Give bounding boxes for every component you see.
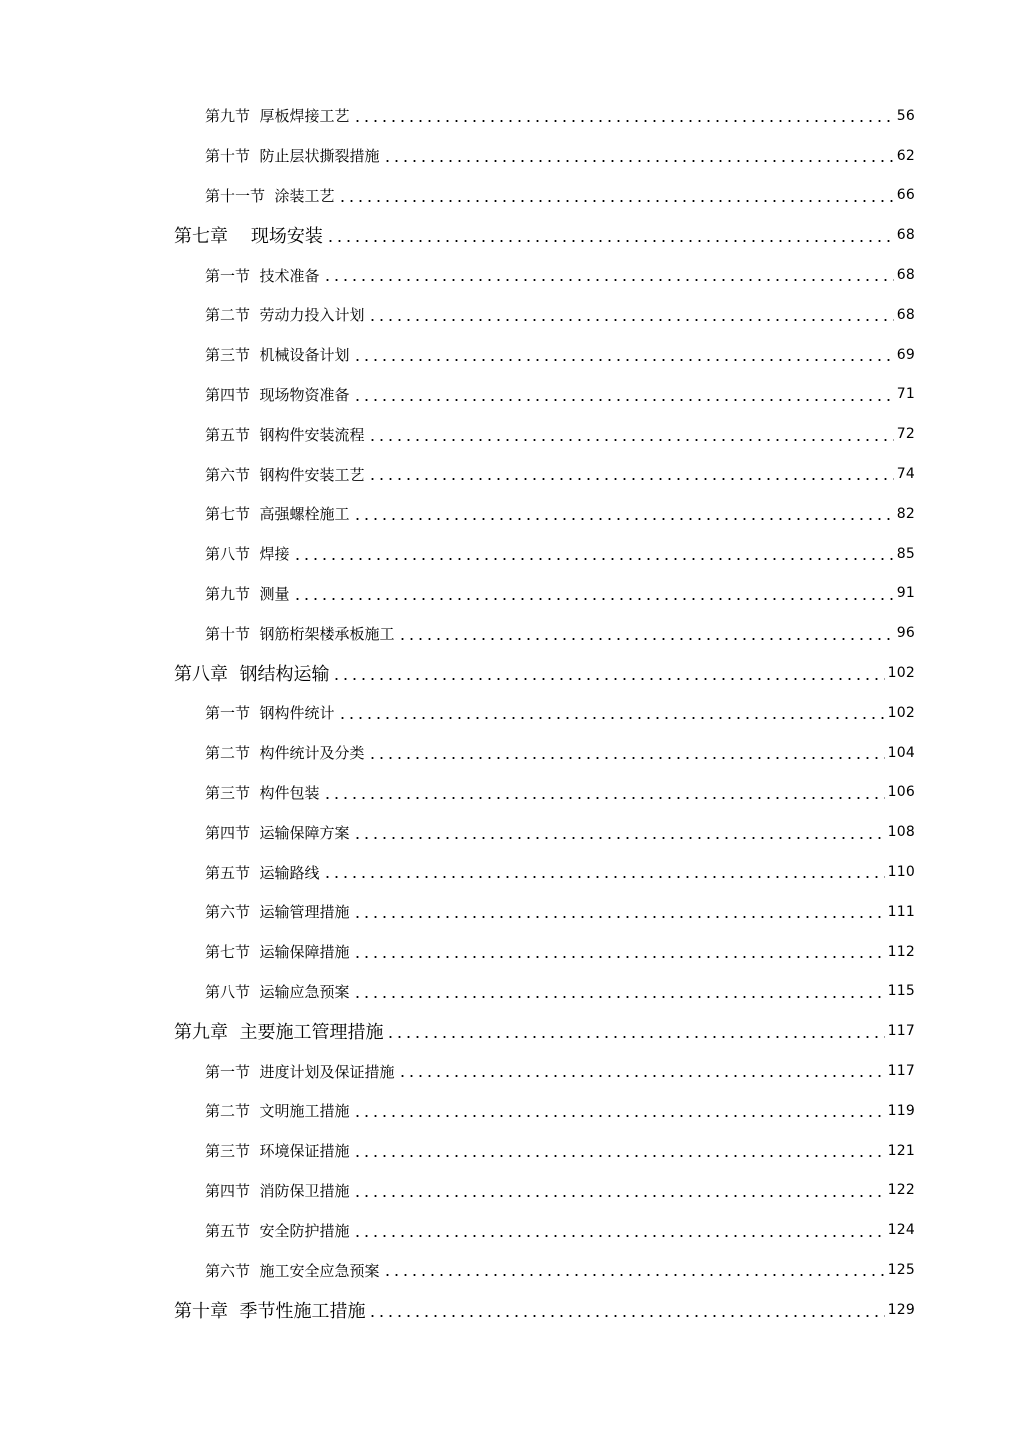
toc-chapter-title: 第八章 钢结构运输 (174, 664, 330, 686)
toc-entry[interactable] (0, 1210, 1012, 1250)
toc-chapter[interactable] (0, 1290, 1012, 1330)
toc-entry[interactable] (0, 613, 1012, 653)
dot-leader (353, 944, 885, 959)
dot-leader (353, 1223, 885, 1238)
toc-entry[interactable] (0, 335, 1012, 375)
toc-entry-page: 72 (896, 426, 915, 443)
table-of-contents (0, 96, 1012, 1330)
toc-entry-title: 第三节 机械设备计划 (205, 346, 350, 365)
toc-entry-title: 第二节 劳动力投入计划 (205, 306, 365, 325)
toc-entry[interactable] (0, 534, 1012, 574)
toc-entry-page: 117 (887, 1063, 915, 1080)
dot-leader (353, 825, 885, 840)
toc-entry[interactable] (0, 733, 1012, 773)
toc-chapter-page: 68 (896, 227, 915, 244)
toc-entry-title: 第九节 测量 (205, 584, 290, 603)
dot-leader (353, 1103, 885, 1118)
dot-leader (353, 1183, 885, 1198)
toc-entry-title: 第五节 安全防护措施 (205, 1221, 350, 1240)
toc-entry-page: 115 (887, 983, 915, 1000)
dot-leader (368, 745, 885, 760)
toc-chapter-title: 第十章 季节性施工措施 (174, 1300, 366, 1322)
toc-entry[interactable] (0, 574, 1012, 614)
toc-chapter-title: 第九章 主要施工管理措施 (174, 1022, 384, 1044)
dot-leader (368, 307, 894, 322)
dot-leader (323, 865, 885, 880)
toc-chapter-page: 102 (887, 665, 915, 682)
toc-entry-title: 第二节 文明施工措施 (205, 1102, 350, 1121)
toc-entry-page: 112 (887, 943, 915, 960)
toc-entry-page: 104 (887, 744, 915, 761)
dot-leader (353, 108, 894, 123)
dot-leader (353, 904, 885, 919)
toc-entry[interactable] (0, 852, 1012, 892)
toc-entry-title: 第五节 钢构件安装流程 (205, 425, 365, 444)
dot-leader (386, 1022, 884, 1040)
toc-entry-page: 56 (896, 107, 915, 124)
toc-entry[interactable] (0, 255, 1012, 295)
dot-leader (368, 1301, 884, 1319)
toc-entry-title: 第九节 厚板焊接工艺 (205, 107, 350, 126)
toc-entry-page: 124 (887, 1222, 915, 1239)
toc-entry[interactable] (0, 1131, 1012, 1171)
dot-leader (338, 188, 894, 203)
toc-entry-title: 第十一节 涂装工艺 (205, 186, 335, 205)
toc-entry-title: 第十节 钢筋桁架楼承板施工 (205, 624, 395, 643)
toc-entry-title: 第六节 施工安全应急预案 (205, 1261, 380, 1280)
toc-entry-title: 第六节 钢构件安装工艺 (205, 465, 365, 484)
dot-leader (326, 226, 894, 244)
toc-entry-page: 96 (896, 625, 915, 642)
toc-entry-page: 102 (887, 704, 915, 721)
toc-entry[interactable] (0, 972, 1012, 1012)
dot-leader (353, 347, 894, 362)
toc-entry[interactable] (0, 136, 1012, 176)
toc-chapter[interactable] (0, 653, 1012, 693)
toc-entry-title: 第七节 运输保障措施 (205, 943, 350, 962)
toc-entry[interactable] (0, 812, 1012, 852)
toc-entry-title: 第四节 运输保障方案 (205, 823, 350, 842)
toc-entry-page: 111 (887, 903, 915, 920)
toc-entry-title: 第七节 高强螺栓施工 (205, 505, 350, 524)
dot-leader (332, 664, 884, 682)
toc-entry[interactable] (0, 932, 1012, 972)
toc-chapter[interactable] (0, 1011, 1012, 1051)
dot-leader (353, 506, 894, 521)
toc-entry-title: 第四节 现场物资准备 (205, 385, 350, 404)
toc-entry-title: 第八节 运输应急预案 (205, 982, 350, 1001)
toc-entry-page: 108 (887, 824, 915, 841)
toc-chapter-page: 129 (887, 1301, 915, 1318)
toc-entry[interactable] (0, 454, 1012, 494)
toc-entry-page: 82 (896, 505, 915, 522)
toc-entry[interactable] (0, 773, 1012, 813)
toc-entry-title: 第四节 消防保卫措施 (205, 1181, 350, 1200)
toc-entry[interactable] (0, 96, 1012, 136)
toc-entry[interactable] (0, 1250, 1012, 1290)
toc-entry-title: 第五节 运输路线 (205, 863, 320, 882)
toc-entry[interactable] (0, 494, 1012, 534)
toc-entry-page: 66 (896, 187, 915, 204)
toc-entry-title: 第十节 防止层状撕裂措施 (205, 147, 380, 166)
toc-entry-page: 71 (896, 386, 915, 403)
toc-chapter-page: 117 (887, 1023, 915, 1040)
toc-entry-page: 68 (896, 267, 915, 284)
toc-chapter-title: 第七章 现场安装 (174, 226, 323, 248)
dot-leader (368, 467, 894, 482)
toc-entry-page: 106 (887, 784, 915, 801)
toc-entry-title: 第二节 构件统计及分类 (205, 744, 365, 763)
toc-entry-title: 第一节 技术准备 (205, 266, 320, 285)
toc-entry-title: 第六节 运输管理措施 (205, 903, 350, 922)
toc-entry-page: 110 (887, 864, 915, 881)
toc-entry-page: 91 (896, 585, 915, 602)
toc-entry-page: 122 (887, 1182, 915, 1199)
toc-entry-page: 125 (887, 1262, 915, 1278)
dot-leader (383, 1263, 885, 1278)
toc-entry-page: 68 (896, 306, 915, 323)
dot-leader (383, 148, 894, 163)
toc-entry-page: 119 (887, 1102, 915, 1119)
toc-entry[interactable] (0, 295, 1012, 335)
toc-entry-page: 85 (896, 545, 915, 562)
dot-leader (293, 586, 894, 601)
toc-entry[interactable] (0, 176, 1012, 216)
toc-entry[interactable] (0, 375, 1012, 415)
toc-entry-page: 62 (896, 147, 915, 164)
dot-leader (323, 268, 894, 283)
toc-entry-title: 第一节 钢构件统计 (205, 704, 335, 723)
toc-entry-title: 第三节 构件包装 (205, 783, 320, 802)
dot-leader (323, 785, 885, 800)
toc-entry[interactable] (0, 892, 1012, 932)
dot-leader (353, 1143, 885, 1158)
dot-leader (368, 427, 894, 442)
toc-entry-title: 第八节 焊接 (205, 545, 290, 564)
toc-entry[interactable] (0, 693, 1012, 733)
toc-entry-title: 第三节 环境保证措施 (205, 1142, 350, 1161)
toc-entry[interactable] (0, 414, 1012, 454)
dot-leader (398, 626, 894, 641)
toc-entry-page: 69 (896, 346, 915, 363)
toc-entry[interactable] (0, 1171, 1012, 1211)
dot-leader (293, 546, 894, 561)
toc-entry-page: 74 (896, 466, 915, 483)
dot-leader (353, 387, 894, 402)
toc-entry-page: 121 (887, 1142, 915, 1159)
dot-leader (338, 705, 885, 720)
toc-chapter[interactable] (0, 215, 1012, 255)
dot-leader (398, 1064, 885, 1079)
toc-entry[interactable] (0, 1051, 1012, 1091)
dot-leader (353, 984, 885, 999)
toc-entry[interactable] (0, 1091, 1012, 1131)
toc-entry-title: 第一节 进度计划及保证措施 (205, 1062, 395, 1081)
